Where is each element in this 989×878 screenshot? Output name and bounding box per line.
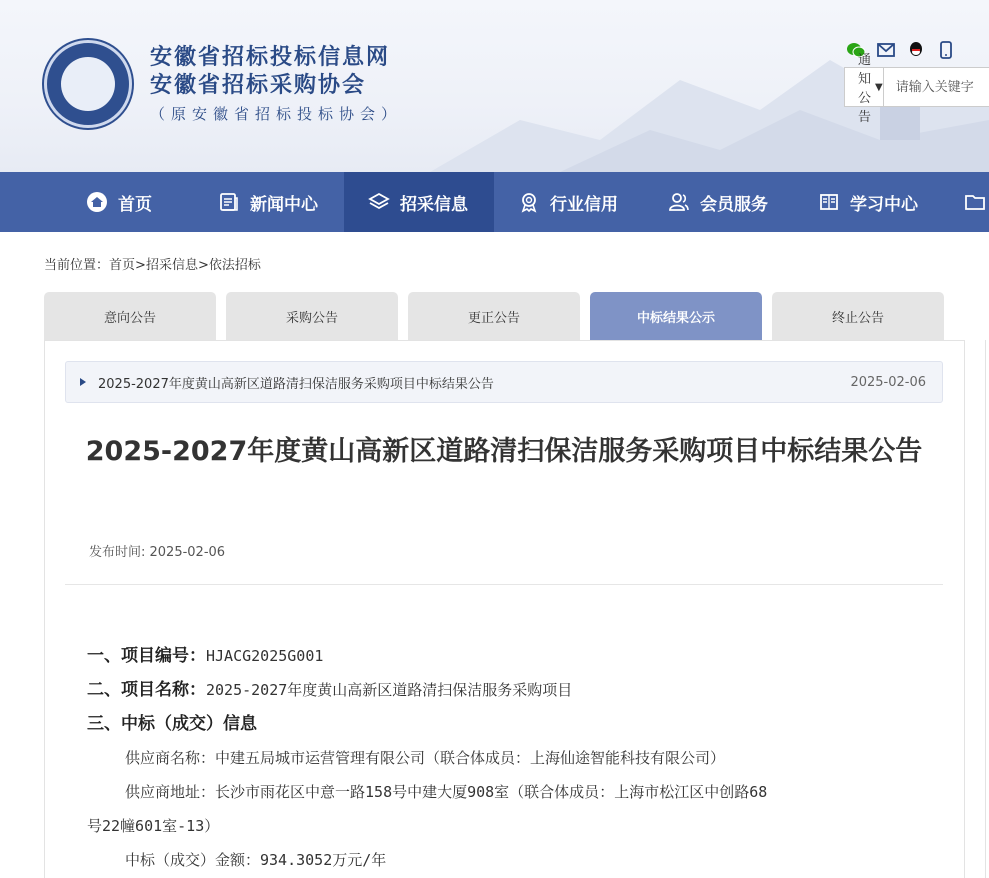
caret-right-icon	[80, 378, 86, 386]
notice-title[interactable]: 2025-2027年度黄山高新区道路清扫保洁服务采购项目中标结果公告	[98, 376, 494, 392]
nav-label-members: 会员服务	[700, 194, 768, 215]
news-icon	[218, 191, 240, 213]
site-subtitle: （原安徽省招标投标协会）	[150, 105, 403, 123]
article-body	[87, 639, 927, 877]
phone-icon[interactable]	[936, 40, 956, 60]
main-nav	[0, 172, 989, 232]
breadcrumb-separator: >	[135, 258, 146, 273]
chevron-down-icon: ▼	[875, 81, 883, 93]
project-name-line	[87, 673, 927, 707]
header-background-illustration	[0, 0, 989, 172]
tab-procurement[interactable]: 采购公告	[226, 292, 398, 340]
search-category-select[interactable]	[845, 53, 884, 125]
article-title: 2025-2027年度黄山高新区道路清扫保洁服务采购项目中标结果公告	[85, 436, 923, 467]
layers-icon	[368, 191, 390, 213]
search-category-value: 通知公告	[858, 53, 872, 125]
tab-award-result[interactable]: 中标结果公示	[590, 292, 762, 340]
breadcrumb-home-link[interactable]: 首页	[109, 258, 136, 273]
tab-correction[interactable]: 更正公告	[408, 292, 580, 340]
project-number-value: HJACG2025G001	[206, 647, 324, 665]
breadcrumb-separator: >	[197, 258, 209, 273]
breadcrumb-section-link[interactable]: 招采信息	[145, 258, 198, 273]
breadcrumb	[44, 254, 261, 273]
breadcrumb-prefix: 当前位置：	[44, 258, 110, 273]
tab-termination[interactable]: 终止公告	[772, 292, 944, 340]
supplier-address-line1: 供应商地址：长沙市雨花区中意一路158号中建大厦908室（联合体成员：上海市松江区中创路68	[125, 783, 768, 801]
publish-time: 发布时间: 2025-02-06	[89, 545, 226, 560]
project-name-heading: 二、项目名称：	[87, 680, 206, 700]
project-name-value: 2025-2027年度黄山高新区道路清扫保洁服务采购项目	[206, 681, 573, 699]
supplier-name: 供应商名称：中建五局城市运营管理有限公司（联合体成员：上海仙途智能科技有限公司）	[125, 749, 726, 767]
award-icon	[518, 191, 540, 213]
nav-label-home: 首页	[118, 194, 152, 215]
project-number-heading: 一、项目编号：	[87, 646, 206, 666]
nav-label-credit: 行业信用	[550, 194, 618, 215]
content-panel	[44, 340, 965, 878]
award-info-line	[87, 707, 927, 741]
qq-icon[interactable]	[906, 40, 926, 60]
nav-item-procurement[interactable]	[344, 172, 494, 232]
book-icon	[818, 191, 840, 213]
members-icon	[668, 191, 690, 213]
right-border	[985, 340, 986, 878]
site-header	[0, 0, 989, 172]
breadcrumb-current: 依法招标	[208, 258, 261, 273]
tab-intent[interactable]: 意向公告	[44, 292, 216, 340]
nav-label-news: 新闻中心	[250, 194, 318, 215]
nav-label-learning: 学习中心	[850, 194, 918, 215]
home-icon	[86, 191, 108, 213]
project-number-line	[87, 639, 927, 673]
folder-icon	[964, 191, 986, 213]
search-box	[844, 53, 989, 125]
supplier-address-line2: 号22幢601室-13）	[87, 817, 220, 835]
nav-label-procurement: 招采信息	[400, 194, 468, 215]
nav-item-learning[interactable]	[794, 172, 944, 232]
category-tabs	[44, 292, 944, 340]
mail-icon[interactable]	[876, 40, 896, 60]
site-titles	[150, 43, 402, 124]
association-logo[interactable]	[44, 40, 132, 128]
nav-item-news[interactable]	[194, 172, 344, 232]
site-title-2: 安徽省招标采购协会	[150, 72, 367, 98]
award-amount: 中标（成交）金额：934.3052万元/年	[125, 851, 387, 869]
notice-list-item[interactable]	[65, 361, 943, 403]
award-info-heading: 三、中标（成交）信息	[87, 714, 257, 734]
nav-item-members[interactable]	[644, 172, 794, 232]
notice-date: 2025-02-06	[850, 374, 926, 390]
search-input[interactable]	[884, 68, 989, 106]
nav-item-home[interactable]	[0, 172, 194, 232]
nav-item-credit[interactable]	[494, 172, 644, 232]
site-title-1: 安徽省招标投标信息网	[150, 44, 391, 70]
divider	[65, 584, 943, 585]
nav-item-more[interactable]	[944, 172, 989, 232]
